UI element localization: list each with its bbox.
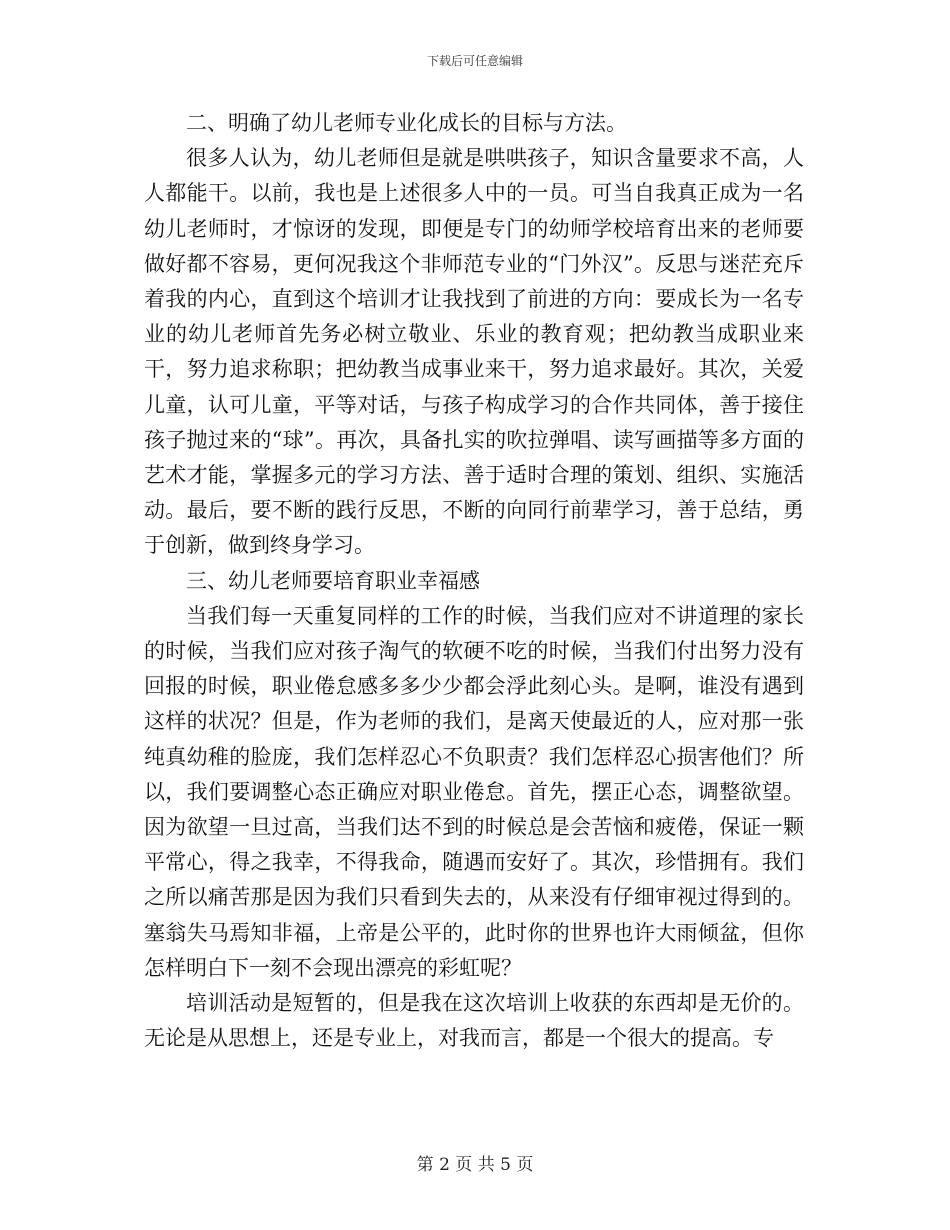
document-body	[144, 106, 804, 1056]
section-heading-3: 三、幼儿老师要培育职业幸福感	[186, 568, 480, 593]
body-paragraph: 当我们每一天重复同样的工作的时候，当我们应对不讲道理的家长的时候，当我们应对孩子淘气的软硬不吃的时候，当我们付出努力没有回报的时候，职业倦怠感多多少少都会浮此刻心头。是啊，谁没有遇到这样的状况？但是，作为老师的我们，是离天使最近的人，应对那一张纯真幼稚的脸庞，我们怎样忍心不负职责？我们怎样忍心损害他们？所以，我们要调整心态正确应对职业倦怠。首先，摆正心态，调整欲望。因为欲望一旦过高，当我们达不到的时候总是会苦恼和疲倦，保证一颗平常心，得之我幸，不得我命，随遇而安好了。其次，珍惜拥有。我们之所以痛苦那是因为我们只看到失去的，从来没有仔细审视过得到的。塞翁失马焉知非福，上帝是公平的，此时你的世界也许大雨倾盆，但你怎样明白下一刻不会现出漂亮的彩虹呢？	[144, 603, 804, 980]
section-heading-2: 二、明确了幼儿老师专业化成长的目标与方法。	[186, 111, 627, 135]
body-paragraph: 培训活动是短暂的，但是我在这次培训上收获的东西却是无价的。无论是从思想上，还是专业上，对我而言，都是一个很大的提高。专	[144, 991, 804, 1051]
page-header: 下载后可任意编辑	[426, 54, 523, 68]
page-number: 第 2 页 共 5 页	[416, 1155, 534, 1175]
body-paragraph: 很多人认为，幼儿老师但是就是哄哄孩子，知识含量要求不高，人人都能干。以前，我也是上述很多人中的一员。可当自我真正成为一名幼儿老师时，才惊讶的发现，即便是专门的幼师学校培育出来的老师要做好都不容易，更何况我这个非师范专业的“门外汉”。反思与迷茫充斥着我的内心，直到这个培训才让我找到了前进的方向：要成长为一名专业的幼儿老师首先务必树立敬业、乐业的教育观；把幼教当成职业来干，努力追求称职；把幼教当成事业来干，努力追求最好。其次，关爱儿童，认可儿童，平等对话，与孩子构成学习的合作共同体，善于接住孩子抛过来的“球”。再次，具备扎实的吹拉弹唱、读写画描等多方面的艺术才能，掌握多元的学习方法、善于适时合理的策划、组织、实施活动。最后，要不断的践行反思，不断的向同行前辈学习，善于总结，勇于创新，做到终身学习。	[144, 146, 804, 558]
